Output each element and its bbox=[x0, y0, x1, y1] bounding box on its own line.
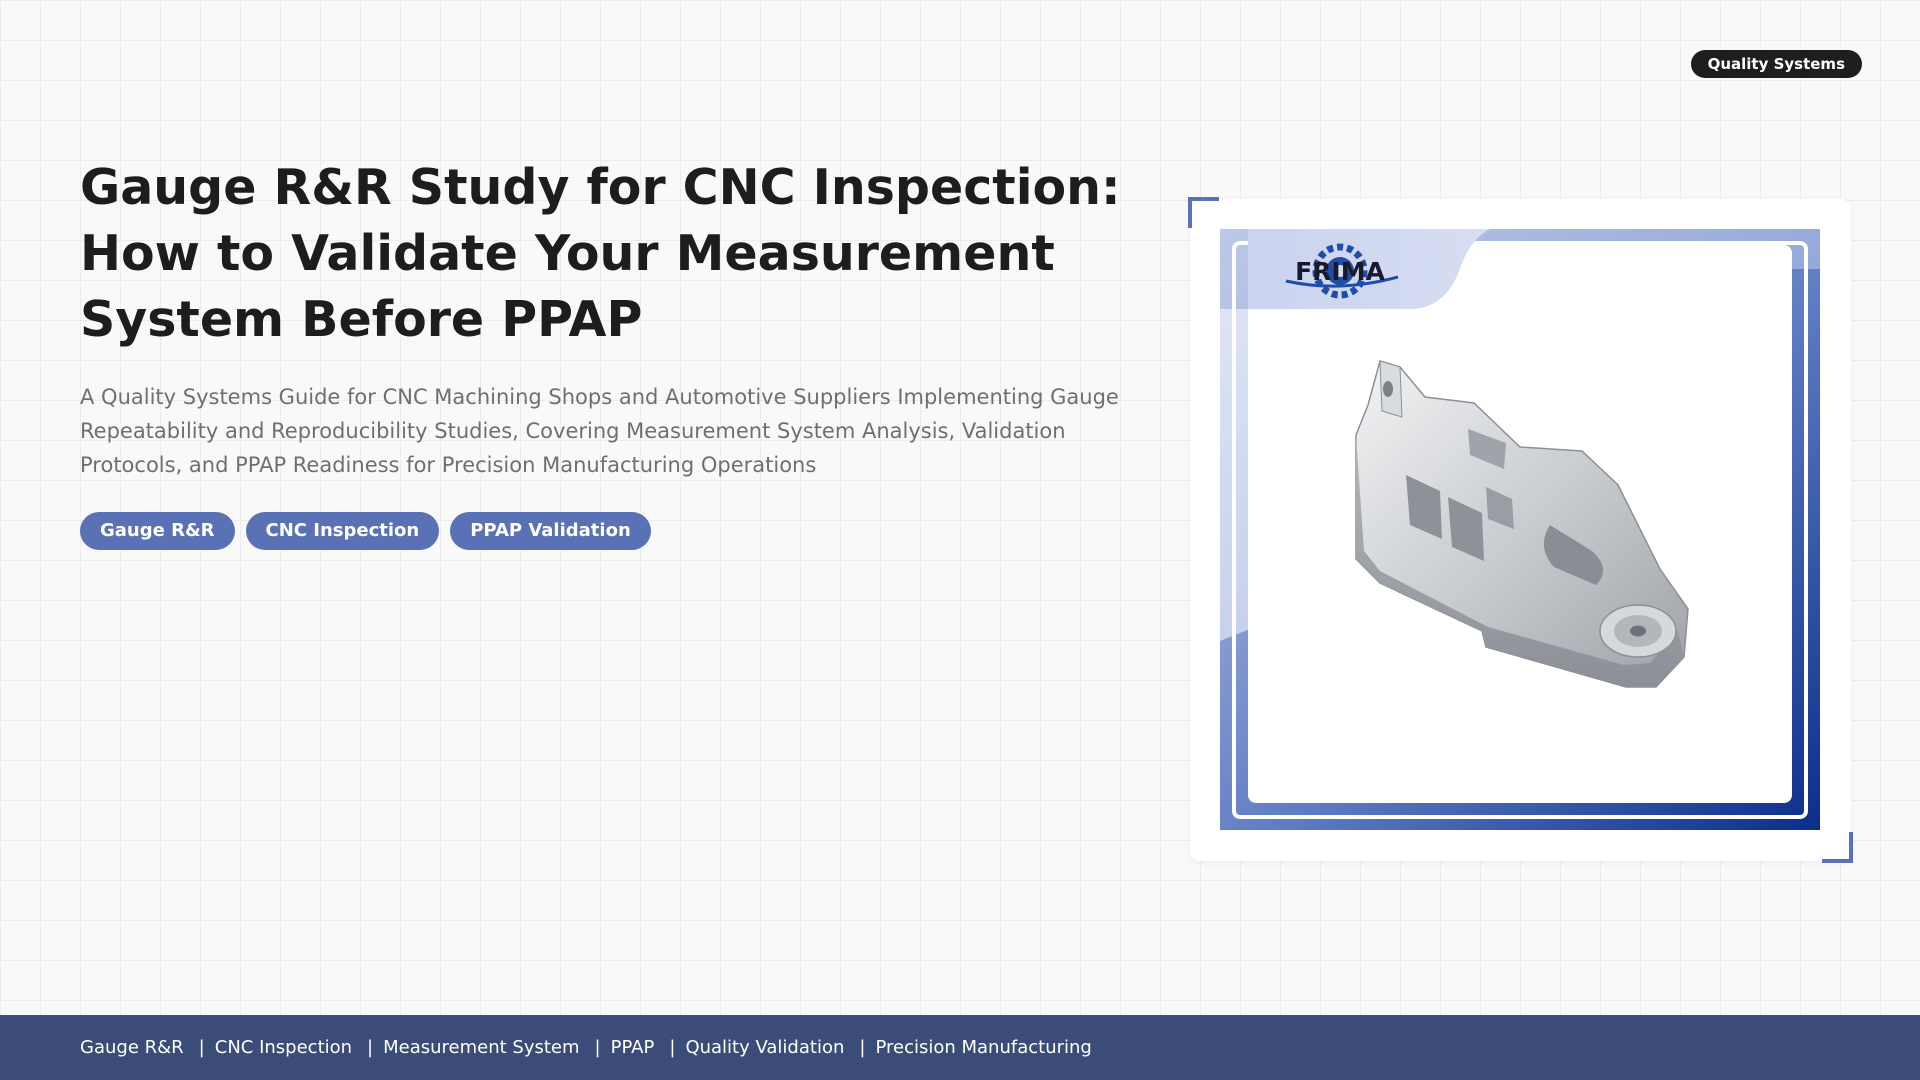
product-image bbox=[1220, 229, 1820, 830]
category-badge: Quality Systems bbox=[1691, 50, 1862, 78]
footer-keyword: PPAP bbox=[610, 1037, 655, 1058]
tag-cnc-inspection[interactable]: CNC Inspection bbox=[246, 512, 440, 550]
footer-keyword: Precision Manufacturing bbox=[875, 1037, 1092, 1058]
corner-accent-bottom-right bbox=[1822, 832, 1853, 863]
footer-keyword: Measurement System bbox=[383, 1037, 580, 1058]
footer-separator: | bbox=[367, 1037, 374, 1058]
footer-keyword: Quality Validation bbox=[685, 1037, 845, 1058]
footer-bar bbox=[0, 1015, 1920, 1080]
page-title: Gauge R&R Study for CNC Inspection: How to Validate Your Measurement System Before PPAP bbox=[80, 159, 1121, 348]
page-subtitle: A Quality Systems Guide for CNC Machining Shops and Automotive Suppliers Implementing Gauge Repeatability and Reproducibility Studies, Covering Measurement System Analysis, Validation Protocols, and PPAP Readiness for Precision Manufacturing Operations bbox=[80, 385, 1119, 477]
footer-separator: | bbox=[594, 1037, 601, 1058]
corner-accent-top-left bbox=[1188, 197, 1219, 228]
svg-text:FRIMA: FRIMA bbox=[1295, 257, 1385, 286]
tag-gauge-rr[interactable]: Gauge R&R bbox=[80, 512, 235, 550]
tag-ppap-validation[interactable]: PPAP Validation bbox=[450, 512, 651, 550]
footer-separator: | bbox=[198, 1037, 205, 1058]
footer-keyword: Gauge R&R bbox=[80, 1037, 184, 1058]
tag-list bbox=[80, 512, 651, 550]
footer-keyword: CNC Inspection bbox=[214, 1037, 353, 1058]
footer-separator: | bbox=[859, 1037, 866, 1058]
footer-separator: | bbox=[669, 1037, 676, 1058]
